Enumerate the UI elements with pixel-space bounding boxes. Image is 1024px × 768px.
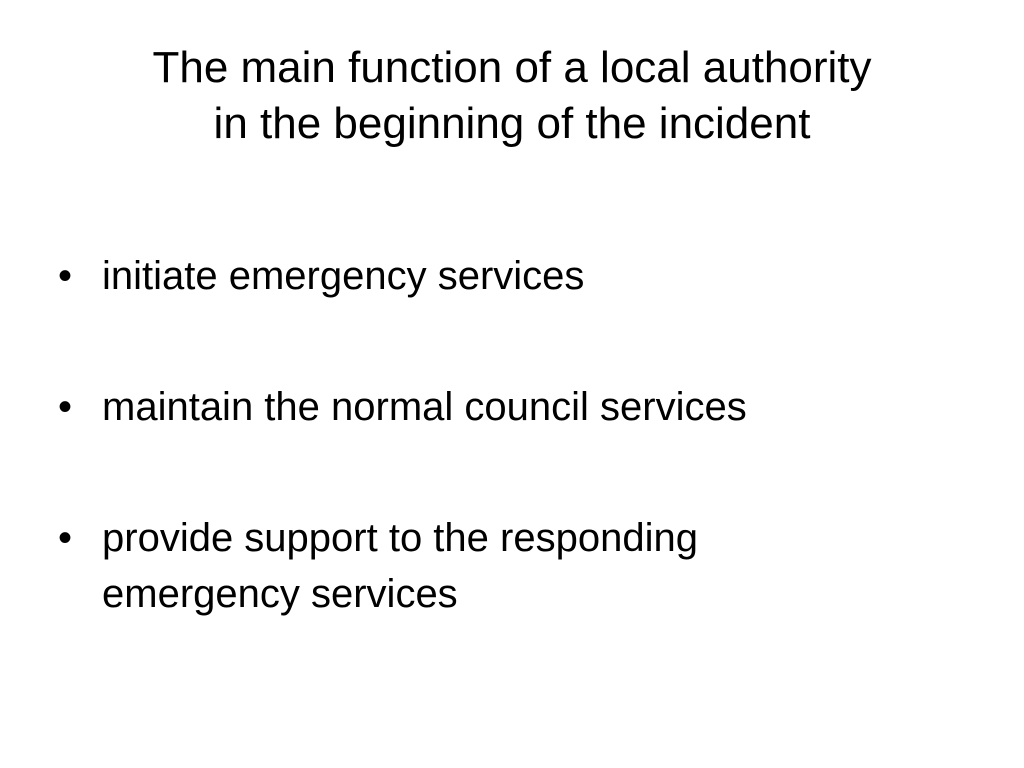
slide-title-line-1: The main function of a local authority <box>152 43 872 92</box>
bullet-icon: • <box>58 254 73 298</box>
bullet-text: provide support to the responding emergency services <box>102 516 698 616</box>
bullet-icon: • <box>58 516 73 560</box>
bullet-item-initiate <box>58 248 958 304</box>
bullet-item-maintain <box>58 379 958 435</box>
bullet-icon: • <box>58 385 73 429</box>
bullet-text: maintain the normal council services <box>102 385 747 429</box>
bullet-text: initiate emergency services <box>102 254 585 298</box>
slide-title-line-2: in the beginning of the incident <box>213 99 811 148</box>
bullet-item-support <box>58 510 958 622</box>
bullet-list <box>58 248 958 622</box>
slide-title <box>40 40 984 152</box>
